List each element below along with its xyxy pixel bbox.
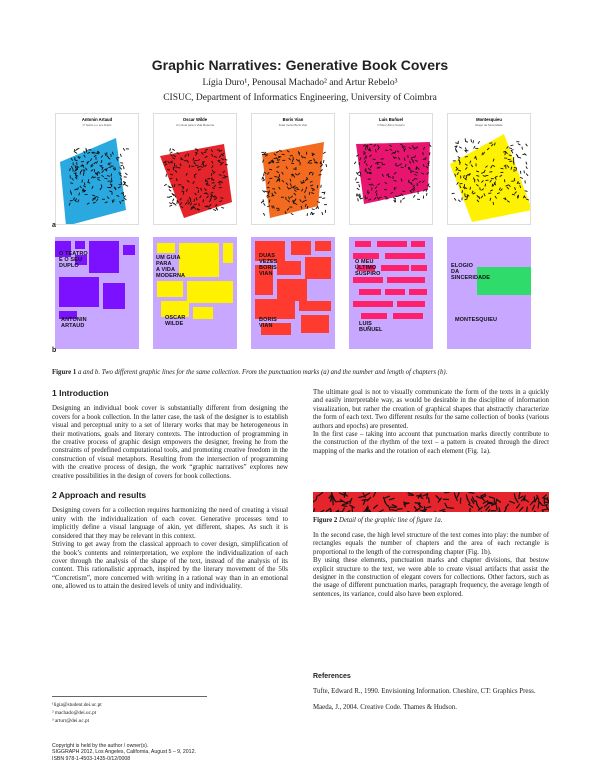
cover-b-chapter-block bbox=[387, 277, 425, 283]
cover-b-chapter-block bbox=[355, 241, 371, 247]
cover-a-mark bbox=[194, 160, 197, 161]
cover-a-mark bbox=[393, 198, 396, 199]
cover-a-pattern bbox=[448, 114, 531, 225]
copyright-line-2: SIGGRAPH 2012, Los Angeles, California, August 5 – 9, 2012. bbox=[52, 749, 196, 756]
cover-b-title: O TEATRO E O SEU DUPLO bbox=[59, 251, 88, 269]
section-2-heading: 2 Approach and results bbox=[52, 490, 147, 501]
figure-2-mark bbox=[534, 497, 535, 502]
figure-2-mark bbox=[374, 505, 378, 508]
cover-a-mark bbox=[415, 172, 418, 173]
cover-a-mark bbox=[172, 149, 175, 151]
figure-2-mark bbox=[469, 504, 473, 507]
cover-b-chapter-block bbox=[299, 301, 331, 311]
cover-a-title: Duas Vezes Boris Vian bbox=[278, 123, 308, 127]
cover-b-title: ELOGIO DA SINCERIDADE bbox=[451, 263, 490, 281]
figure-2-mark bbox=[342, 508, 344, 512]
figure-2-mark bbox=[534, 511, 538, 512]
cover-b-chapter-block bbox=[381, 265, 409, 271]
figure-2-mark bbox=[543, 510, 545, 512]
cover-b-author: MONTESQUIEU bbox=[455, 317, 498, 323]
cover-a-mark bbox=[169, 189, 171, 191]
cover-a-mark bbox=[354, 162, 356, 164]
cover-b-author: OSCAR WILDE bbox=[165, 315, 186, 327]
cover-a-mark bbox=[467, 195, 468, 198]
cover-a-mark bbox=[321, 185, 322, 188]
figure-2-mark bbox=[436, 496, 439, 500]
cover-a-mark bbox=[93, 198, 94, 201]
cover-a-mark bbox=[87, 182, 90, 183]
cover-a-mark bbox=[88, 179, 89, 182]
cover-a-mark bbox=[511, 150, 514, 151]
cover-a-mark bbox=[174, 203, 176, 205]
figure-2-mark bbox=[486, 506, 489, 510]
cover-a-mark bbox=[474, 146, 476, 149]
cover-a-mark bbox=[524, 170, 525, 173]
cover-b-chapter-block bbox=[385, 253, 425, 259]
cover-b-chapter-block bbox=[305, 257, 331, 279]
figure-2-mark bbox=[340, 493, 344, 495]
cover-a-mark bbox=[458, 200, 460, 202]
figure-2-mark bbox=[342, 505, 347, 506]
figure-2-mark bbox=[515, 498, 518, 502]
cover-a-mark bbox=[221, 207, 224, 208]
cover-a-mark bbox=[323, 160, 324, 163]
cover-a-mark bbox=[269, 169, 272, 170]
paper-title: Graphic Narratives: Generative Book Covers bbox=[151, 57, 449, 73]
cover-a-mark bbox=[326, 164, 327, 167]
figure-2-mark bbox=[389, 498, 394, 500]
cover-a-mark bbox=[401, 167, 404, 168]
cover-a-pattern bbox=[350, 114, 433, 225]
cover-a-mark bbox=[458, 156, 461, 158]
cover-b-chapter-block bbox=[59, 277, 99, 307]
cover-a-mark bbox=[219, 175, 222, 176]
cover-a-mark bbox=[316, 207, 318, 209]
cover-b-chapter-block bbox=[359, 289, 381, 295]
cover-a-mark bbox=[510, 145, 513, 146]
cover-a-mark bbox=[170, 152, 173, 154]
figure-2-caption bbox=[313, 517, 443, 524]
section-1-heading: 1 Introduction bbox=[52, 388, 109, 398]
section-2-paragraph-1: Designing covers for a collection requires harmonizing the need of creating a visual unity with the individualization of each cover. Generative processes tend to implicitly define a visual language of akin, yet different, shapes. As such it is considered that they may be relevant in this context. bbox=[52, 507, 288, 540]
section-2-paragraph-2: Striving to get away from the classical approach to cover design, simplification of the book’s contents and reinterpretation, we explore the individualization of each cover through the analysis of the shape of the text, instead of the analysis of its content. This rationalistic approach, inspired by the literary movement of the 50s “Concretism”, more concerned with writing in a rational way than in an emotional one, allowed us to attain the desired levels of unity and individuality. bbox=[52, 541, 288, 591]
cover-a-mark bbox=[478, 141, 480, 144]
cover-a-mark bbox=[465, 147, 466, 150]
figure-2-mark bbox=[520, 507, 523, 511]
figure-2-mark bbox=[505, 504, 508, 508]
cover-b-2 bbox=[153, 237, 237, 349]
cover-a-mark bbox=[509, 161, 512, 162]
cover-a-mark bbox=[84, 182, 85, 185]
figure-2-mark bbox=[530, 501, 533, 505]
cover-a-3 bbox=[251, 113, 335, 225]
cover-a-author: Montesquieu bbox=[476, 117, 502, 122]
cover-b-chapter-block bbox=[377, 241, 407, 247]
right-column-lower bbox=[313, 532, 549, 599]
figure-1-row-a-label: a bbox=[52, 222, 56, 229]
cover-a-mark bbox=[489, 172, 492, 173]
cover-b-author: BORIS VIAN bbox=[259, 317, 277, 329]
figure-2-mark bbox=[365, 493, 369, 496]
cover-a-mark bbox=[125, 185, 128, 186]
cover-a-mark bbox=[269, 200, 270, 203]
cover-a-author: Boris Vian bbox=[282, 117, 304, 122]
figure-1-caption-text: a and b. Two different graphic lines for the same collection. From the punctuation marks (a) and the number and length of chapters (b). bbox=[77, 369, 448, 376]
cover-a-mark bbox=[261, 201, 263, 203]
figure-2-mark bbox=[404, 503, 409, 504]
figure-2-mark bbox=[538, 503, 539, 508]
figure-2-mark bbox=[547, 498, 548, 503]
cover-a-mark bbox=[505, 152, 506, 155]
cover-a-mark bbox=[121, 193, 124, 194]
cover-a-mark bbox=[225, 164, 228, 165]
cover-a-mark bbox=[123, 148, 125, 151]
cover-a-pattern bbox=[154, 114, 237, 225]
cover-a-mark bbox=[177, 167, 180, 168]
cover-a-1 bbox=[55, 113, 139, 225]
cover-a-mark bbox=[509, 148, 512, 149]
cover-a-mark bbox=[459, 147, 462, 148]
cover-a-mark bbox=[305, 196, 306, 199]
cover-a-mark bbox=[120, 154, 121, 157]
footnote-3: ³ arturr@dei.uc.pt bbox=[52, 718, 90, 724]
cover-a-mark bbox=[276, 162, 279, 163]
right-column bbox=[313, 389, 549, 456]
cover-b-chapter-block bbox=[223, 243, 233, 263]
reference-2: Maeda, J., 2004. Creative Code. Thames & Hudson. bbox=[313, 704, 457, 711]
cover-b-chapter-block bbox=[315, 241, 331, 251]
cover-a-mark bbox=[381, 159, 384, 160]
cover-b-chapter-block bbox=[361, 313, 387, 319]
figure-2-mark bbox=[313, 501, 314, 505]
cover-a-mark bbox=[218, 160, 221, 161]
cover-a-5 bbox=[447, 113, 531, 225]
cover-a-mark bbox=[473, 140, 474, 143]
cover-b-3 bbox=[251, 237, 335, 349]
cover-b-chapter-block bbox=[301, 315, 329, 333]
figure-2-mark bbox=[328, 511, 332, 512]
cover-a-4 bbox=[349, 113, 433, 225]
figure-2-mark bbox=[445, 492, 450, 493]
cover-b-chapter-block bbox=[277, 279, 307, 301]
left-column bbox=[52, 389, 288, 592]
cover-a-mark bbox=[170, 148, 171, 151]
cover-a-mark bbox=[220, 198, 223, 199]
cover-a-mark bbox=[318, 206, 319, 209]
figure-2-mark bbox=[362, 500, 367, 501]
cover-a-pattern bbox=[56, 114, 139, 225]
cover-a-mark bbox=[428, 185, 430, 187]
figure-2-mark bbox=[517, 504, 520, 508]
figure-2-mark bbox=[487, 509, 490, 512]
cover-a-mark bbox=[111, 174, 112, 177]
cover-a-author: Luis Buñuel bbox=[379, 117, 403, 122]
cover-a-mark bbox=[172, 199, 174, 202]
cover-a-mark bbox=[357, 188, 359, 190]
figure-2-mark bbox=[435, 511, 437, 512]
cover-a-mark bbox=[526, 144, 528, 146]
figure-1-row-b-label: b bbox=[52, 347, 57, 354]
references bbox=[313, 673, 553, 721]
cover-a-mark bbox=[319, 175, 322, 176]
cover-a-mark bbox=[288, 188, 291, 189]
figure-2-mark bbox=[504, 509, 506, 512]
footnote-divider bbox=[52, 696, 207, 697]
cover-a-mark bbox=[262, 180, 265, 182]
cover-a-mark bbox=[455, 149, 456, 152]
cover-a-mark bbox=[263, 199, 264, 202]
cover-a-mark bbox=[480, 187, 481, 190]
figure-2-mark bbox=[440, 509, 445, 510]
figure-2-mark bbox=[545, 502, 549, 503]
cover-b-chapter-block bbox=[411, 241, 425, 247]
cover-a-author: Oscar Wilde bbox=[182, 117, 208, 122]
right-paragraph-1: The ultimate goal is not to visually communicate the form of the texts in a quickly and easily interpretable way, as would be desirable in the discipline of information visualization, but rather the creation of graphical shapes that abstractly characterize the form of each text. Two different results for the same collection of books (various authors and epochs) are presented. bbox=[313, 389, 549, 430]
figure-2-mark bbox=[499, 508, 500, 512]
cover-a-mark bbox=[169, 203, 172, 204]
cover-a-mark bbox=[518, 144, 521, 145]
figure-2-mark bbox=[476, 496, 481, 498]
reference-1: Tufte, Edward R., 1990. Envisioning Information. Cheshire, CT: Graphics Press. bbox=[313, 687, 536, 695]
cover-a-mark bbox=[123, 166, 124, 169]
cover-a-mark bbox=[282, 154, 285, 155]
cover-a-mark bbox=[108, 167, 111, 168]
cover-b-chapter-block bbox=[353, 301, 393, 307]
figure-2-caption-text: Detail of the graphic line of figure 1a. bbox=[338, 517, 443, 524]
cover-b-5 bbox=[447, 237, 531, 349]
figure-2-mark bbox=[469, 492, 474, 493]
figure-2-graphic bbox=[313, 492, 549, 512]
cover-a-mark bbox=[312, 209, 315, 210]
cover-a-mark bbox=[263, 203, 265, 205]
cover-b-chapter-block bbox=[397, 301, 425, 307]
figure-2-caption-label: Figure 2 bbox=[313, 517, 338, 524]
cover-a-mark bbox=[97, 178, 100, 179]
cover-a-mark bbox=[408, 180, 409, 183]
cover-a-mark bbox=[213, 209, 216, 210]
figure-2-mark bbox=[359, 496, 364, 497]
figure-2-mark bbox=[367, 497, 371, 500]
cover-a-mark bbox=[369, 172, 372, 173]
cover-a-title: O Meu Último Suspiro bbox=[377, 123, 405, 127]
cover-a-author: Antonin Artaud bbox=[81, 117, 113, 122]
cover-b-chapter-block bbox=[255, 299, 295, 319]
figure-2-mark bbox=[350, 499, 352, 504]
cover-b-chapter-block bbox=[75, 241, 85, 249]
figure-2-mark bbox=[497, 499, 501, 502]
cover-a-mark bbox=[526, 174, 528, 176]
cover-a-mark bbox=[272, 205, 273, 208]
cover-a-2 bbox=[153, 113, 237, 225]
figure-2-mark bbox=[379, 510, 383, 512]
figure-2-mark bbox=[313, 509, 315, 512]
cover-a-mark bbox=[526, 166, 527, 169]
figure-2-mark bbox=[408, 511, 413, 512]
figure-2-mark bbox=[319, 492, 323, 495]
right-paragraph-3: In the second case, the high level structure of the text comes into play: the number of rectangles equals the number of chapters and the area of each rectangle is proportional to the length of the corresponding chapter (Fig. 1b). bbox=[313, 532, 549, 556]
figure-2-mark bbox=[320, 510, 324, 512]
cover-a-title: O Teatro e o seu Duplo bbox=[82, 123, 112, 127]
cover-a-mark bbox=[360, 195, 361, 198]
figure-2-mark bbox=[316, 496, 318, 501]
cover-a-mark bbox=[465, 138, 466, 141]
cover-b-chapter-block bbox=[385, 289, 405, 295]
cover-a-mark bbox=[514, 167, 517, 168]
cover-b-chapter-block bbox=[89, 241, 119, 273]
figure-2-mark bbox=[424, 506, 425, 511]
figure-2-mark bbox=[489, 497, 494, 498]
cover-a-mark bbox=[263, 213, 265, 216]
figure-2-mark bbox=[392, 510, 397, 511]
cover-a-mark bbox=[465, 141, 468, 142]
cover-a-mark bbox=[517, 196, 518, 199]
figure-2-mark bbox=[468, 499, 470, 503]
cover-a-mark bbox=[485, 184, 486, 187]
cover-a-mark bbox=[89, 150, 92, 151]
copyright-notice bbox=[52, 743, 196, 762]
figure-2-mark bbox=[443, 511, 448, 512]
cover-b-chapter-block bbox=[103, 283, 125, 309]
cover-a-mark bbox=[359, 184, 360, 187]
figure-2-mark bbox=[346, 511, 350, 512]
cover-a-mark bbox=[322, 212, 323, 215]
cover-a-mark bbox=[471, 139, 472, 142]
footnote-1: ¹ligia@student.dei.uc.pt bbox=[52, 702, 102, 708]
figure-2-mark bbox=[496, 505, 497, 510]
cover-a-color-shape bbox=[262, 142, 324, 218]
cover-a-mark bbox=[322, 198, 325, 199]
cover-a-mark bbox=[454, 198, 456, 200]
cover-a-mark bbox=[520, 177, 523, 178]
cover-b-1 bbox=[55, 237, 139, 349]
cover-a-mark bbox=[164, 184, 167, 186]
cover-a-mark bbox=[120, 165, 123, 166]
figure-2-mark bbox=[532, 505, 534, 510]
cover-a-mark bbox=[405, 164, 406, 167]
cover-a-mark bbox=[286, 197, 287, 200]
cover-a-mark bbox=[413, 195, 415, 197]
cover-a-color-shape bbox=[60, 138, 126, 225]
figure-2-mark bbox=[477, 505, 480, 509]
cover-b-chapter-block bbox=[393, 313, 423, 319]
cover-a-mark bbox=[452, 193, 455, 194]
right-paragraph-2: In the first case – taking into account that punctuation marks directly contribute to the construction of the rhythm of the text – a pattern is created through the direct mapping of the marks and the rotation of each element (Fig. 1a). bbox=[313, 431, 549, 455]
copyright-line-3: ISBN 978-1-4503-1435-0/12/0008 bbox=[52, 755, 131, 762]
cover-a-mark bbox=[358, 198, 359, 201]
figure-2-mark bbox=[392, 505, 397, 507]
cover-a-title: Elogio da Sinceridade bbox=[475, 123, 503, 127]
cover-b-chapter-block bbox=[353, 277, 383, 283]
figure-2-mark bbox=[408, 493, 413, 495]
footnote-2: ² machado@dei.uc.pt bbox=[52, 710, 97, 716]
cover-a-mark bbox=[75, 152, 78, 154]
cover-b-author: LUIS BUÑUEL bbox=[359, 321, 383, 333]
cover-a-mark bbox=[493, 202, 494, 205]
references-heading: References bbox=[313, 673, 351, 680]
figure-2-mark bbox=[373, 492, 375, 497]
figure-2-mark bbox=[457, 493, 459, 498]
cover-b-chapter-block bbox=[277, 261, 301, 275]
cover-b-chapter-block bbox=[123, 245, 135, 255]
right-paragraph-4: By using these elements, punctuation marks and chapter divisions, that bestow explicit structure to the text, we were able to create visual artifacts that assist the designer in the construction of elegant covers for collections. Other factors, such as the usage of different punctuation marks, paragraph frequency, the average length of sentences, its variance, could also have been explored. bbox=[313, 557, 549, 598]
cover-a-mark bbox=[125, 173, 127, 175]
cover-a-mark bbox=[462, 190, 463, 193]
cover-a-mark bbox=[169, 205, 172, 206]
cover-a-mark bbox=[323, 152, 325, 154]
cover-b-title: UM GUIA PARA A VIDA MODERNA bbox=[156, 255, 186, 279]
figure-2-mark bbox=[326, 508, 330, 511]
paper-authors: Lígia Duro¹, Penousal Machado² and Artur Rebelo³ bbox=[202, 78, 398, 88]
cover-a-mark bbox=[426, 193, 427, 196]
cover-a-mark bbox=[384, 189, 387, 190]
cover-b-author: ANTONIN ARTAUD bbox=[61, 317, 87, 329]
figure-1-caption bbox=[52, 369, 552, 376]
cover-a-mark bbox=[356, 178, 357, 181]
figure-2-mark bbox=[343, 504, 348, 505]
figure-2-mark bbox=[445, 503, 447, 507]
cover-a-mark bbox=[163, 162, 166, 163]
copyright-line-1: Copyright is held by the author / owner(s). bbox=[52, 743, 149, 749]
cover-b-title: O MEU ÚLTIMO SUSPIRO bbox=[355, 259, 381, 277]
cover-a-mark bbox=[402, 198, 405, 200]
figure-2-mark bbox=[361, 511, 364, 512]
paper-affiliation: CISUC, Department of Informatics Engineering, University of Coimbra bbox=[163, 93, 437, 103]
figure-2-mark bbox=[385, 502, 388, 506]
cover-b-chapter-block bbox=[409, 289, 427, 295]
footnotes bbox=[52, 701, 222, 725]
cover-a-mark bbox=[526, 162, 527, 165]
figure-2-pattern bbox=[313, 492, 549, 512]
cover-a-mark bbox=[324, 192, 325, 195]
cover-b-chapter-block bbox=[157, 243, 175, 253]
cover-a-mark bbox=[203, 164, 204, 167]
cover-b-chapter-block bbox=[291, 241, 311, 255]
cover-a-mark bbox=[522, 147, 523, 150]
figure-2-mark bbox=[519, 492, 520, 497]
figure-2-mark bbox=[488, 503, 493, 504]
cover-a-title: Um Guia para a Vida Moderna bbox=[176, 123, 214, 127]
cover-a-mark bbox=[168, 186, 171, 187]
cover-b-chapter-block bbox=[193, 307, 213, 319]
cover-a-pattern bbox=[252, 114, 335, 225]
cover-a-mark bbox=[518, 157, 521, 158]
figure-2-mark bbox=[527, 507, 528, 512]
cover-a-mark bbox=[291, 213, 294, 214]
figure-2-mark bbox=[542, 509, 547, 510]
cover-b-chapter-block bbox=[187, 281, 233, 303]
cover-a-color-shape bbox=[450, 134, 531, 222]
cover-b-title: DUAS VEZES BORIS VIAN bbox=[259, 253, 278, 277]
section-1-paragraph: Designing an individual book cover is substantially different from designing the covers for a book collection. In the latter case, the task of the designer is to establish visual and perceptual unity to a set of literary works that may be heterogeneous in their motivations, goals and literary contexts. The introduction of programming in the creative process of graphic design empowers the designer, freeing he from the constraints of predefined computational tools, and promoting creative freedom in the construction of visual metaphors. Resulting from the intersection of programming with the creative process of design, the work “graphic narratives” explores new creative possibilities in the design of covers for book collections. bbox=[52, 405, 288, 480]
cover-b-chapter-block bbox=[411, 265, 427, 271]
figure-1-caption-label: Figure 1 bbox=[52, 369, 77, 376]
figure-2-mark bbox=[510, 501, 515, 503]
cover-b-4 bbox=[349, 237, 433, 349]
cover-b-chapter-block bbox=[157, 281, 183, 297]
cover-a-mark bbox=[274, 176, 277, 177]
cover-a-mark bbox=[511, 151, 513, 154]
figure-2-mark bbox=[426, 507, 431, 508]
figure-2-mark bbox=[385, 496, 390, 498]
figure-2-mark bbox=[388, 506, 390, 511]
figure-2-mark bbox=[485, 504, 489, 507]
